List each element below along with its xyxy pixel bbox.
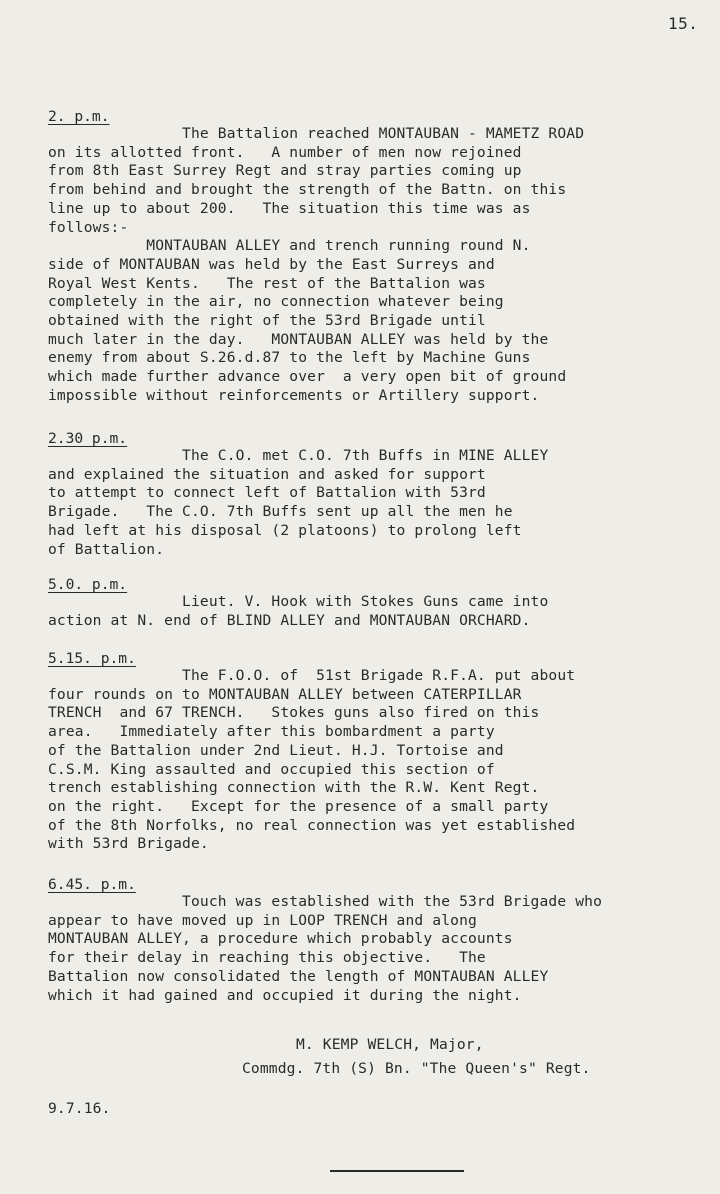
entry-text-line: Lieut. V. Hook with Stokes Guns came into	[48, 593, 549, 610]
entry-text-line: TRENCH and 67 TRENCH. Stokes guns also fired on this	[48, 704, 540, 722]
entry-text-line: which it had gained and occupied it during the night.	[48, 986, 522, 1004]
closing-rule	[330, 1170, 464, 1172]
entry-text-line: Touch was established with the 53rd Brigade who	[48, 893, 603, 910]
entry-text-line: completely in the air, no connection whatever being	[48, 293, 504, 311]
entry-text-line: impossible without reinforcements or Artillery support.	[48, 386, 540, 404]
page-number: 15.	[668, 14, 699, 33]
entry-text-line: for their delay in reaching this objective. The	[48, 949, 486, 967]
entry-text-line: area. Immediately after this bombardment a party	[48, 723, 495, 741]
entry-text-line: to attempt to connect left of Battalion with 53rd	[48, 484, 486, 502]
entry-text-line: MONTAUBAN ALLEY and trench running round N.	[48, 237, 531, 255]
entry-text-line: on its allotted front. A number of men now rejoined	[48, 143, 522, 161]
entry-time: 5.0. p.m.	[48, 576, 128, 593]
entry-text-line: four rounds on to MONTAUBAN ALLEY between CATERPILLAR	[48, 685, 522, 703]
entry-text-line: Royal West Kents. The rest of the Battalion was	[48, 274, 486, 292]
entry-text-line: Battalion now consolidated the length of MONTAUBAN ALLEY	[48, 967, 549, 985]
entry-text-line: with 53rd Brigade.	[48, 835, 209, 853]
entry-text-line: action at N. end of BLIND ALLEY and MONTAUBAN ORCHARD.	[48, 611, 531, 629]
entry-text-line: from 8th East Surrey Regt and stray parties coming up	[48, 162, 522, 180]
entry-text-line: and explained the situation and asked for support	[48, 465, 486, 483]
entry-text-line: enemy from about S.26.d.87 to the left by Machine Guns	[48, 349, 531, 367]
entry-text-line: obtained with the right of the 53rd Brigade until	[48, 312, 486, 329]
signature-name: M. KEMP WELCH, Major,	[296, 1036, 484, 1053]
entry-text-line: follows:-	[48, 218, 129, 236]
entry-text-line: had left at his disposal (2 platoons) to prolong left	[48, 521, 522, 539]
entry-text-line: The Battalion reached MONTAUBAN - MAMETZ ROAD	[48, 125, 585, 142]
entry-text-line: appear to have moved up in LOOP TRENCH and along	[48, 911, 477, 929]
entry-text-line: which made further advance over a very open bit of ground	[48, 368, 567, 386]
entry-text-line: of the 8th Norfolks, no real connection was yet established	[48, 816, 576, 834]
document-date: 9.7.16.	[48, 1100, 111, 1117]
entry-time: 2. p.m.	[48, 108, 110, 125]
entry-text-line: on the right. Except for the presence of a small party	[48, 797, 549, 815]
entry-text-line: trench establishing connection with the R.W. Kent Regt.	[48, 779, 540, 797]
entry-text-line: Brigade. The C.O. 7th Buffs sent up all the men he	[48, 503, 513, 521]
entry-text-line: line up to about 200. The situation this time was as	[48, 199, 531, 217]
entry-text-line: The C.O. met C.O. 7th Buffs in MINE ALLEY	[48, 447, 549, 464]
entry-text-line: from behind and brought the strength of the Battn. on this	[48, 181, 567, 199]
entry-text-line: much later in the day. MONTAUBAN ALLEY was held by the	[48, 330, 549, 348]
entry-text-line: MONTAUBAN ALLEY, a procedure which probably accounts	[48, 930, 513, 948]
entry-time: 6.45. p.m.	[48, 876, 136, 893]
entry-text-line: The F.O.O. of 51st Brigade R.F.A. put about	[48, 667, 576, 684]
entry-time: 5.15. p.m.	[48, 650, 136, 667]
entry-time: 2.30 p.m.	[48, 430, 128, 447]
entry-text-line: C.S.M. King assaulted and occupied this section of	[48, 760, 495, 778]
entry-text-line: side of MONTAUBAN was held by the East Surreys and	[48, 255, 495, 273]
entry-text-line: of the Battalion under 2nd Lieut. H.J. Tortoise and	[48, 741, 504, 759]
entry-text-line: of Battalion.	[48, 540, 165, 558]
signature-title: Commdg. 7th (S) Bn. "The Queen's" Regt.	[242, 1060, 591, 1077]
